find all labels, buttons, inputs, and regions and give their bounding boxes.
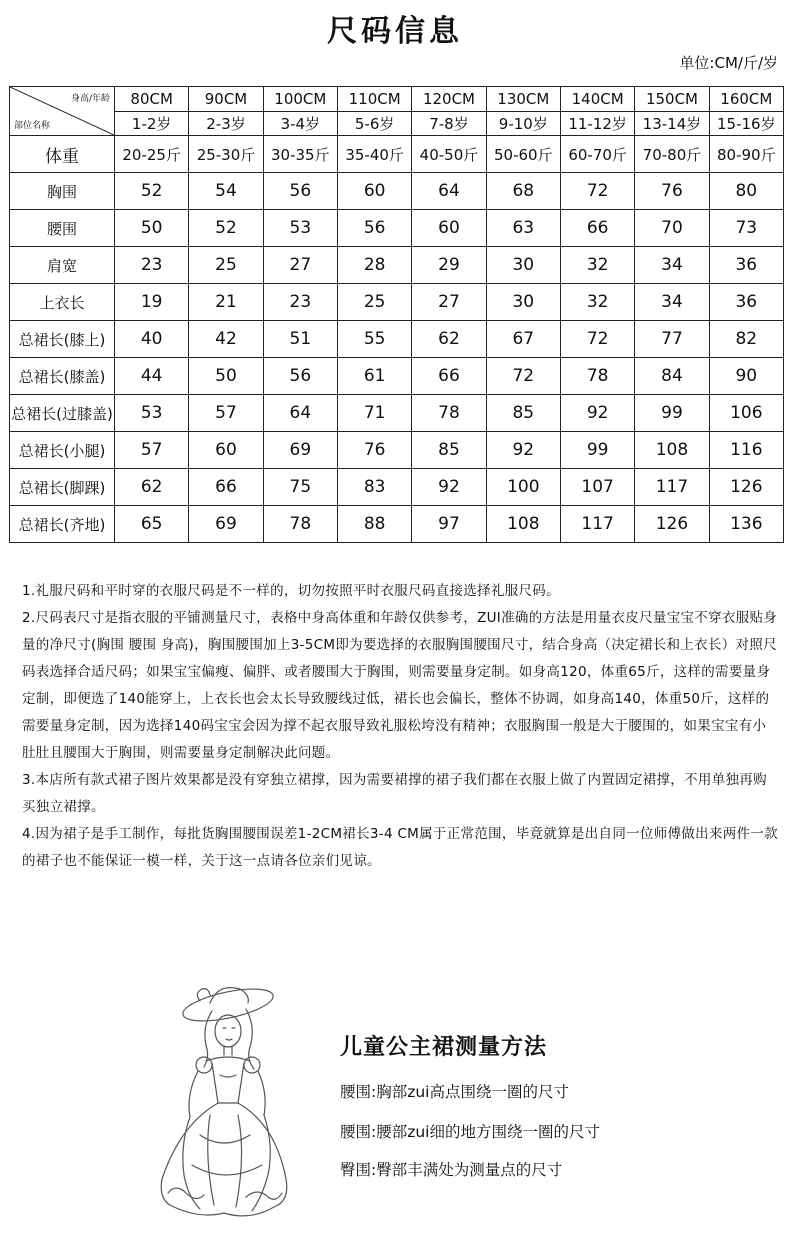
table-cell: 92 <box>412 469 486 506</box>
weight-cell: 60-70斤 <box>560 136 634 173</box>
table-cell: 25 <box>337 284 411 321</box>
table-cell: 28 <box>337 247 411 284</box>
table-cell: 92 <box>560 395 634 432</box>
row-label: 总裙长(过膝盖) <box>10 395 115 432</box>
table-cell: 117 <box>560 506 634 543</box>
page-title: 尺码信息 <box>327 14 463 49</box>
table-cell: 52 <box>189 210 263 247</box>
age-header-cell: 11-12岁 <box>560 111 634 136</box>
table-cell: 27 <box>263 247 337 284</box>
table-cell: 106 <box>709 395 783 432</box>
table-cell: 54 <box>189 173 263 210</box>
table-cell: 53 <box>263 210 337 247</box>
weight-label: 体重 <box>10 136 115 173</box>
height-header-cell: 140CM <box>560 87 634 112</box>
guide-line-waist: 腰围:腰部zui细的地方围绕一圈的尺寸 <box>340 1123 600 1141</box>
age-row <box>10 111 784 136</box>
height-header-cell: 130CM <box>486 87 560 112</box>
age-header-cell: 3-4岁 <box>263 111 337 136</box>
table-row <box>10 432 784 469</box>
table-cell: 56 <box>337 210 411 247</box>
table-cell: 99 <box>560 432 634 469</box>
table-row <box>10 247 784 284</box>
table-cell: 53 <box>115 395 189 432</box>
table-cell: 56 <box>263 173 337 210</box>
height-header-cell: 80CM <box>115 87 189 112</box>
note-1: 1.礼服尺码和平时穿的衣服尺码是不一样的，切勿按照平时衣服尺码直接选择礼服尺码。 <box>22 583 560 599</box>
table-cell: 77 <box>635 321 709 358</box>
row-label: 总裙长(小腿) <box>10 432 115 469</box>
table-cell: 116 <box>709 432 783 469</box>
row-label: 上衣长 <box>10 284 115 321</box>
table-cell: 97 <box>412 506 486 543</box>
measurement-guide-title: 儿童公主裙测量方法 <box>340 1035 548 1060</box>
table-cell: 100 <box>486 469 560 506</box>
weight-cell: 20-25斤 <box>115 136 189 173</box>
table-cell: 72 <box>560 173 634 210</box>
age-header-cell: 13-14岁 <box>635 111 709 136</box>
table-cell: 85 <box>412 432 486 469</box>
table-cell: 32 <box>560 284 634 321</box>
height-header-cell: 110CM <box>337 87 411 112</box>
table-cell: 84 <box>635 358 709 395</box>
table-cell: 30 <box>486 284 560 321</box>
table-cell: 32 <box>560 247 634 284</box>
table-cell: 69 <box>189 506 263 543</box>
table-cell: 62 <box>412 321 486 358</box>
table-cell: 70 <box>635 210 709 247</box>
table-cell: 61 <box>337 358 411 395</box>
row-label: 总裙长(齐地) <box>10 506 115 543</box>
weight-cell: 25-30斤 <box>189 136 263 173</box>
table-row <box>10 173 784 210</box>
table-cell: 50 <box>189 358 263 395</box>
table-row <box>10 469 784 506</box>
table-cell: 23 <box>263 284 337 321</box>
table-cell: 36 <box>709 247 783 284</box>
table-cell: 62 <box>115 469 189 506</box>
table-cell: 66 <box>189 469 263 506</box>
row-label: 总裙长(膝上) <box>10 321 115 358</box>
table-cell: 23 <box>115 247 189 284</box>
table-cell: 66 <box>560 210 634 247</box>
weight-cell: 35-40斤 <box>337 136 411 173</box>
table-cell: 27 <box>412 284 486 321</box>
table-cell: 108 <box>486 506 560 543</box>
age-header-cell: 2-3岁 <box>189 111 263 136</box>
table-cell: 73 <box>709 210 783 247</box>
table-corner-cell <box>10 87 115 136</box>
table-cell: 29 <box>412 247 486 284</box>
table-cell: 50 <box>115 210 189 247</box>
table-cell: 30 <box>486 247 560 284</box>
height-header-cell: 150CM <box>635 87 709 112</box>
height-header-cell: 120CM <box>412 87 486 112</box>
row-label: 总裙长(脚踝) <box>10 469 115 506</box>
table-cell: 117 <box>635 469 709 506</box>
corner-label-part-name: 部位名称 <box>14 121 51 131</box>
notes-section <box>22 578 778 875</box>
row-label: 肩宽 <box>10 247 115 284</box>
table-cell: 60 <box>337 173 411 210</box>
table-cell: 76 <box>635 173 709 210</box>
weight-cell: 80-90斤 <box>709 136 783 173</box>
table-cell: 55 <box>337 321 411 358</box>
table-cell: 51 <box>263 321 337 358</box>
corner-label-height-age: 身高/年龄 <box>70 94 110 104</box>
age-header-cell: 9-10岁 <box>486 111 560 136</box>
table-cell: 25 <box>189 247 263 284</box>
table-row <box>10 321 784 358</box>
table-cell: 44 <box>115 358 189 395</box>
table-cell: 42 <box>189 321 263 358</box>
table-cell: 60 <box>412 210 486 247</box>
note-2: 2.尺码表尺寸是指衣服的平铺测量尺寸，表格中身高体重和年龄仅供参考，ZUI准确的方法是用量衣皮尺量宝宝不穿衣服贴身量的净尺寸(胸围 腰围 身高)，胸围腰围加上3-5CM即为要选择的衣服胸围腰围尺寸，结合身高（决定裙长和上衣长）对照尺码表选择合适尺码；如果宝宝偏瘦、偏胖、或者腰围大于胸围，则需要量身定制。如身高120，体重65斤，这样的需要量身定制，即便选了140能穿上，上衣长也会太长导致腰线过低，裙长也会偏长，整体不协调，如身高140，体重50斤，这样的需要量身定制，因为选择140码宝宝会因为撑不起衣服导致礼服松垮没有精神；衣服胸围一般是大于腰围的，如果宝宝有小肚肚且腰围大于胸围，则需要量身定制解决此问题。 <box>22 610 778 761</box>
age-header-cell: 7-8岁 <box>412 111 486 136</box>
table-cell: 34 <box>635 284 709 321</box>
table-cell: 64 <box>263 395 337 432</box>
height-header-cell: 90CM <box>189 87 263 112</box>
table-cell: 75 <box>263 469 337 506</box>
table-cell: 60 <box>189 432 263 469</box>
table-cell: 76 <box>337 432 411 469</box>
table-cell: 85 <box>486 395 560 432</box>
height-header-cell: 160CM <box>709 87 783 112</box>
table-cell: 56 <box>263 358 337 395</box>
table-cell: 108 <box>635 432 709 469</box>
row-label: 胸围 <box>10 173 115 210</box>
table-cell: 99 <box>635 395 709 432</box>
table-cell: 107 <box>560 469 634 506</box>
table-cell: 83 <box>337 469 411 506</box>
age-header-cell: 1-2岁 <box>115 111 189 136</box>
table-cell: 92 <box>486 432 560 469</box>
table-cell: 68 <box>486 173 560 210</box>
table-cell: 64 <box>412 173 486 210</box>
table-cell: 19 <box>115 284 189 321</box>
table-row <box>10 395 784 432</box>
table-cell: 71 <box>337 395 411 432</box>
weight-cell: 30-35斤 <box>263 136 337 173</box>
height-row <box>10 87 784 112</box>
weight-cell: 70-80斤 <box>635 136 709 173</box>
table-row <box>10 358 784 395</box>
table-cell: 82 <box>709 321 783 358</box>
table-cell: 66 <box>412 358 486 395</box>
table-cell: 57 <box>189 395 263 432</box>
size-chart-table <box>9 86 784 543</box>
table-cell: 34 <box>635 247 709 284</box>
table-row <box>10 284 784 321</box>
note-4: 4.因为裙子是手工制作，每批货胸围腰围误差1-2CM裙长3-4 CM属于正常范围，毕竟就算是出自同一位师傅做出来两件一款的裙子也不能保证一模一样，关于这一点请各位亲们见谅。 <box>22 826 778 869</box>
table-cell: 78 <box>263 506 337 543</box>
weight-cell: 50-60斤 <box>486 136 560 173</box>
table-cell: 36 <box>709 284 783 321</box>
table-cell: 78 <box>560 358 634 395</box>
age-header-cell: 15-16岁 <box>709 111 783 136</box>
unit-label: 单位:CM/斤/岁 <box>679 54 778 72</box>
table-cell: 65 <box>115 506 189 543</box>
guide-line-hip: 臀围:臀部丰满处为测量点的尺寸 <box>340 1161 563 1179</box>
table-cell: 90 <box>709 358 783 395</box>
table-cell: 72 <box>486 358 560 395</box>
table-cell: 80 <box>709 173 783 210</box>
table-cell: 63 <box>486 210 560 247</box>
table-row <box>10 506 784 543</box>
weight-cell: 40-50斤 <box>412 136 486 173</box>
table-cell: 126 <box>635 506 709 543</box>
table-cell: 21 <box>189 284 263 321</box>
table-cell: 57 <box>115 432 189 469</box>
table-cell: 88 <box>337 506 411 543</box>
table-cell: 67 <box>486 321 560 358</box>
table-row <box>10 210 784 247</box>
table-cell: 52 <box>115 173 189 210</box>
age-header-cell: 5-6岁 <box>337 111 411 136</box>
princess-dress-sketch-icon <box>140 975 300 1225</box>
guide-line-chest: 腰围:胸部zui高点围绕一圈的尺寸 <box>340 1083 569 1101</box>
table-cell: 78 <box>412 395 486 432</box>
note-3: 3.本店所有款式裙子图片效果都是没有穿独立裙撑，因为需要裙撑的裙子我们都在衣服上做了内置固定裙撑，不用单独再购买独立裙撑。 <box>22 772 767 815</box>
row-label: 总裙长(膝盖) <box>10 358 115 395</box>
table-cell: 69 <box>263 432 337 469</box>
row-label: 腰围 <box>10 210 115 247</box>
table-cell: 136 <box>709 506 783 543</box>
table-cell: 126 <box>709 469 783 506</box>
table-cell: 72 <box>560 321 634 358</box>
weight-row <box>10 136 784 173</box>
height-header-cell: 100CM <box>263 87 337 112</box>
table-cell: 40 <box>115 321 189 358</box>
